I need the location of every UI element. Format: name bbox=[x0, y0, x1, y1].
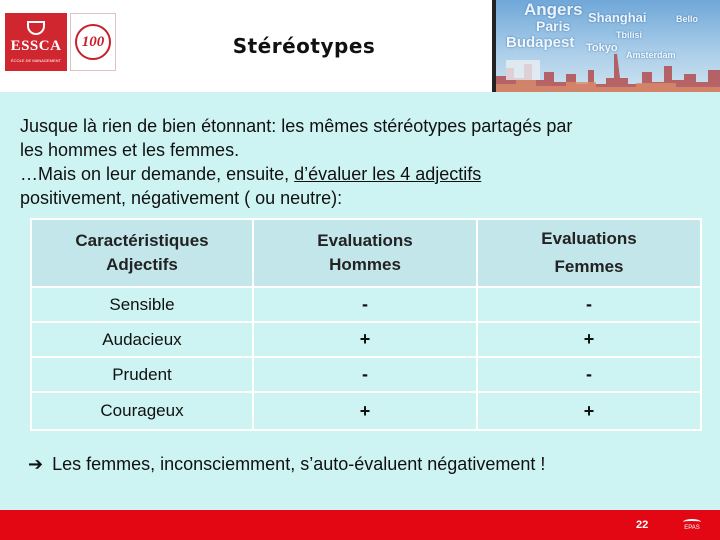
table-row bbox=[32, 323, 700, 356]
intro-line-text: …Mais on leur demande, ensuite, bbox=[20, 164, 295, 184]
women-evaluation-cell: + bbox=[478, 393, 700, 429]
page-number: 22 bbox=[636, 519, 649, 531]
photo-city-word: Shanghai bbox=[588, 10, 647, 25]
men-evaluation-cell: + bbox=[254, 323, 476, 356]
column-header-women-evaluation: Evaluations Femmes bbox=[478, 220, 700, 286]
men-evaluation-cell: - bbox=[254, 288, 476, 321]
intro-line bbox=[20, 162, 710, 186]
adjective-cell: Prudent bbox=[32, 358, 252, 391]
adjective-cell: Courageux bbox=[32, 393, 252, 429]
crest-icon bbox=[27, 21, 45, 35]
epas-logo bbox=[668, 513, 716, 538]
intro-line: les hommes et les femmes. bbox=[20, 140, 240, 160]
column-header-men-evaluation: Evaluations Hommes bbox=[254, 220, 476, 286]
arrow-right-icon: ➔ bbox=[28, 454, 44, 474]
men-evaluation-cell: - bbox=[254, 358, 476, 391]
intro-underlined-text: d’évaluer les 4 adjectifs bbox=[294, 164, 482, 184]
conclusion-statement bbox=[28, 454, 718, 475]
essca-logo-tagline: ÉCOLE DE MANAGEMENT bbox=[10, 58, 61, 63]
photo-city-word: Angers bbox=[524, 0, 583, 19]
slide-header bbox=[0, 0, 720, 92]
photo-city-word: Bello bbox=[676, 14, 699, 24]
intro-line: positivement, négativement ( ou neutre): bbox=[20, 188, 343, 208]
adjective-cell: Audacieux bbox=[32, 323, 252, 356]
photo-city-word: Paris bbox=[536, 18, 571, 34]
photo-city-word: Tbilisi bbox=[616, 30, 643, 40]
intro-line: Jusque là rien de bien étonnant: les mêmes stéréotypes partagés par bbox=[20, 116, 573, 136]
conclusion-text: Les femmes, inconsciemment, s’auto-évaluent négativement ! bbox=[52, 454, 546, 474]
photo-city-word: Amsterdam bbox=[626, 50, 676, 60]
women-evaluation-cell: - bbox=[478, 288, 700, 321]
stereotype-evaluation-table bbox=[30, 218, 702, 431]
city-skyline-graphic bbox=[496, 54, 720, 92]
adjective-cell: Sensible bbox=[32, 288, 252, 321]
anniversary-logo-number: 100 bbox=[75, 24, 111, 60]
photo-city-word: Tokyo bbox=[586, 42, 618, 54]
men-evaluation-cell: + bbox=[254, 393, 476, 429]
women-evaluation-cell: + bbox=[478, 323, 700, 356]
slide-title: Stéréotypes bbox=[232, 34, 376, 58]
photo-city-word: Budapest bbox=[506, 34, 575, 51]
epas-logo-text: EPAS bbox=[684, 525, 700, 531]
table-row bbox=[32, 288, 700, 321]
essca-logo-text: ESSCA bbox=[10, 38, 62, 54]
women-evaluation-cell: - bbox=[478, 358, 700, 391]
table-header-row bbox=[32, 220, 700, 286]
intro-paragraph bbox=[20, 114, 710, 210]
table-row bbox=[32, 393, 700, 429]
column-header-characteristics: Caractéristiques Adjectifs bbox=[32, 220, 252, 286]
table-row bbox=[32, 358, 700, 391]
city-collage-image bbox=[496, 0, 720, 92]
slide-footer bbox=[0, 510, 720, 540]
header-banner bbox=[0, 0, 492, 92]
